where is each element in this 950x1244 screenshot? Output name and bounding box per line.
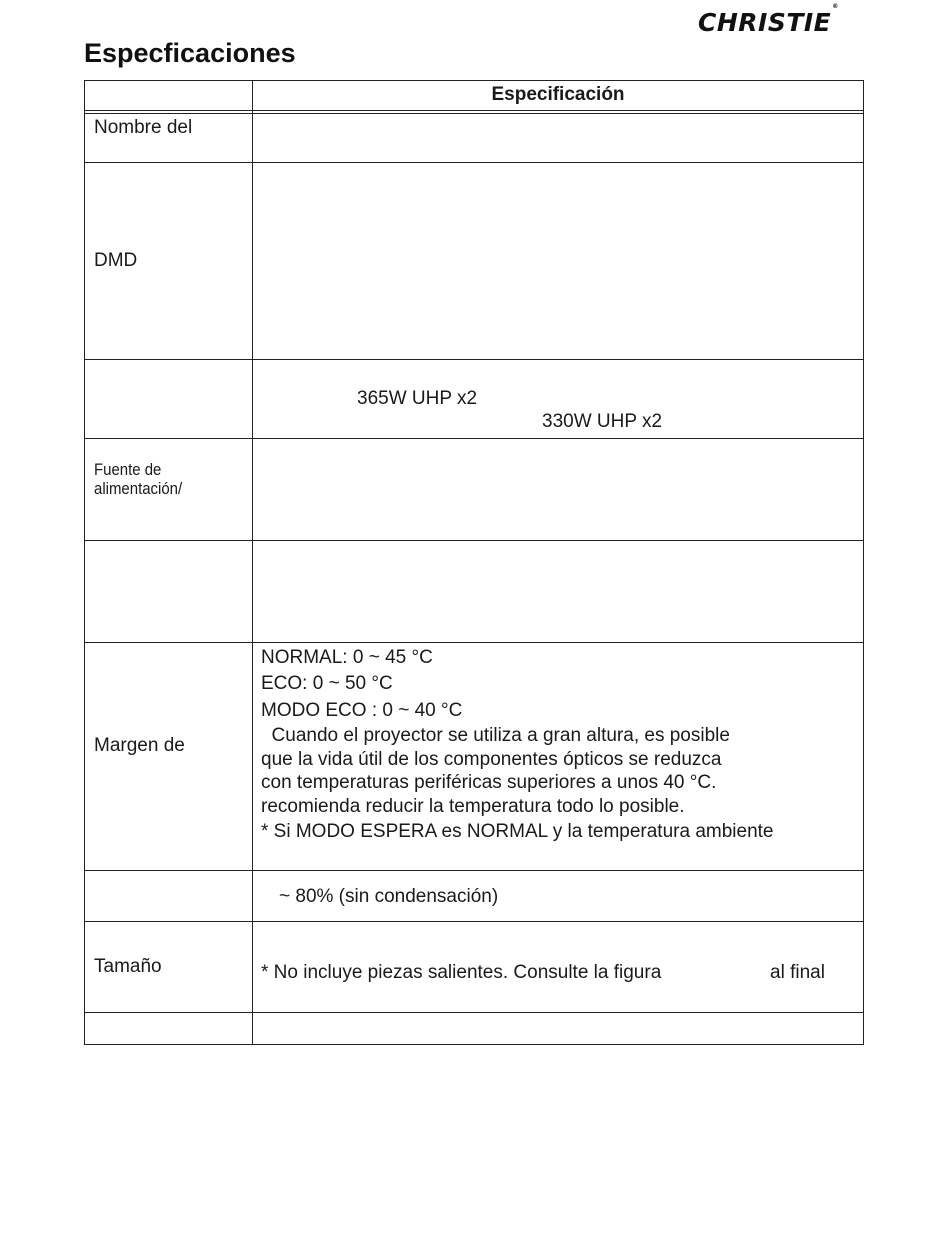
row-rule	[85, 921, 863, 922]
temp-line: ECO: 0 ~ 50 °C	[261, 673, 393, 694]
header-rule-double	[85, 113, 863, 114]
lamp-value-1: 365W UHP x2	[357, 388, 478, 409]
column-divider	[252, 81, 253, 1044]
temp-note-line: Cuando el proyector se utiliza a gran altura, es posible	[261, 725, 730, 746]
row-rule	[85, 162, 863, 163]
temp-note-line: * Si MODO ESPERA es NORMAL y la temperatura ambiente	[261, 821, 774, 842]
row-rule	[85, 359, 863, 360]
size-note-end: al final	[770, 962, 825, 983]
temp-line: NORMAL: 0 ~ 45 °C	[261, 647, 433, 668]
page-title: Especficaciones	[84, 38, 296, 68]
row-rule	[85, 540, 863, 541]
label-fuente-1: Fuente de	[94, 460, 162, 479]
label-fuente-2: alimentación/	[94, 479, 183, 498]
brand-name: CHRISTIE	[698, 8, 832, 37]
row-rule	[85, 642, 863, 643]
label-margen: Margen de	[94, 735, 185, 756]
temp-note-line: recomienda reducir la temperatura todo lo posible.	[261, 796, 685, 817]
temp-note-line: que la vida útil de los componentes ópticos se reduzca	[261, 749, 722, 770]
temp-line: MODO ECO : 0 ~ 40 °C	[261, 700, 463, 721]
label-nombre: Nombre del	[94, 117, 193, 138]
label-dmd: DMD	[94, 250, 138, 271]
temp-note-line: con temperaturas periféricas superiores a unos 40 °C.	[261, 772, 717, 793]
header-rule	[85, 110, 863, 111]
christie-logo	[698, 2, 839, 37]
label-tamano: Tamaño	[94, 956, 162, 977]
size-note: * No incluye piezas salientes. Consulte la figura	[261, 962, 662, 983]
column-header-spec: Especificación	[491, 84, 625, 105]
row-rule	[85, 1012, 863, 1013]
registered-mark: ®	[832, 2, 839, 10]
row-rule	[85, 438, 863, 439]
row-rule	[85, 870, 863, 871]
humidity-value: ~ 80% (sin condensación)	[279, 886, 499, 907]
spec-table	[84, 80, 864, 1045]
lamp-value-2: 330W UHP x2	[542, 411, 663, 432]
